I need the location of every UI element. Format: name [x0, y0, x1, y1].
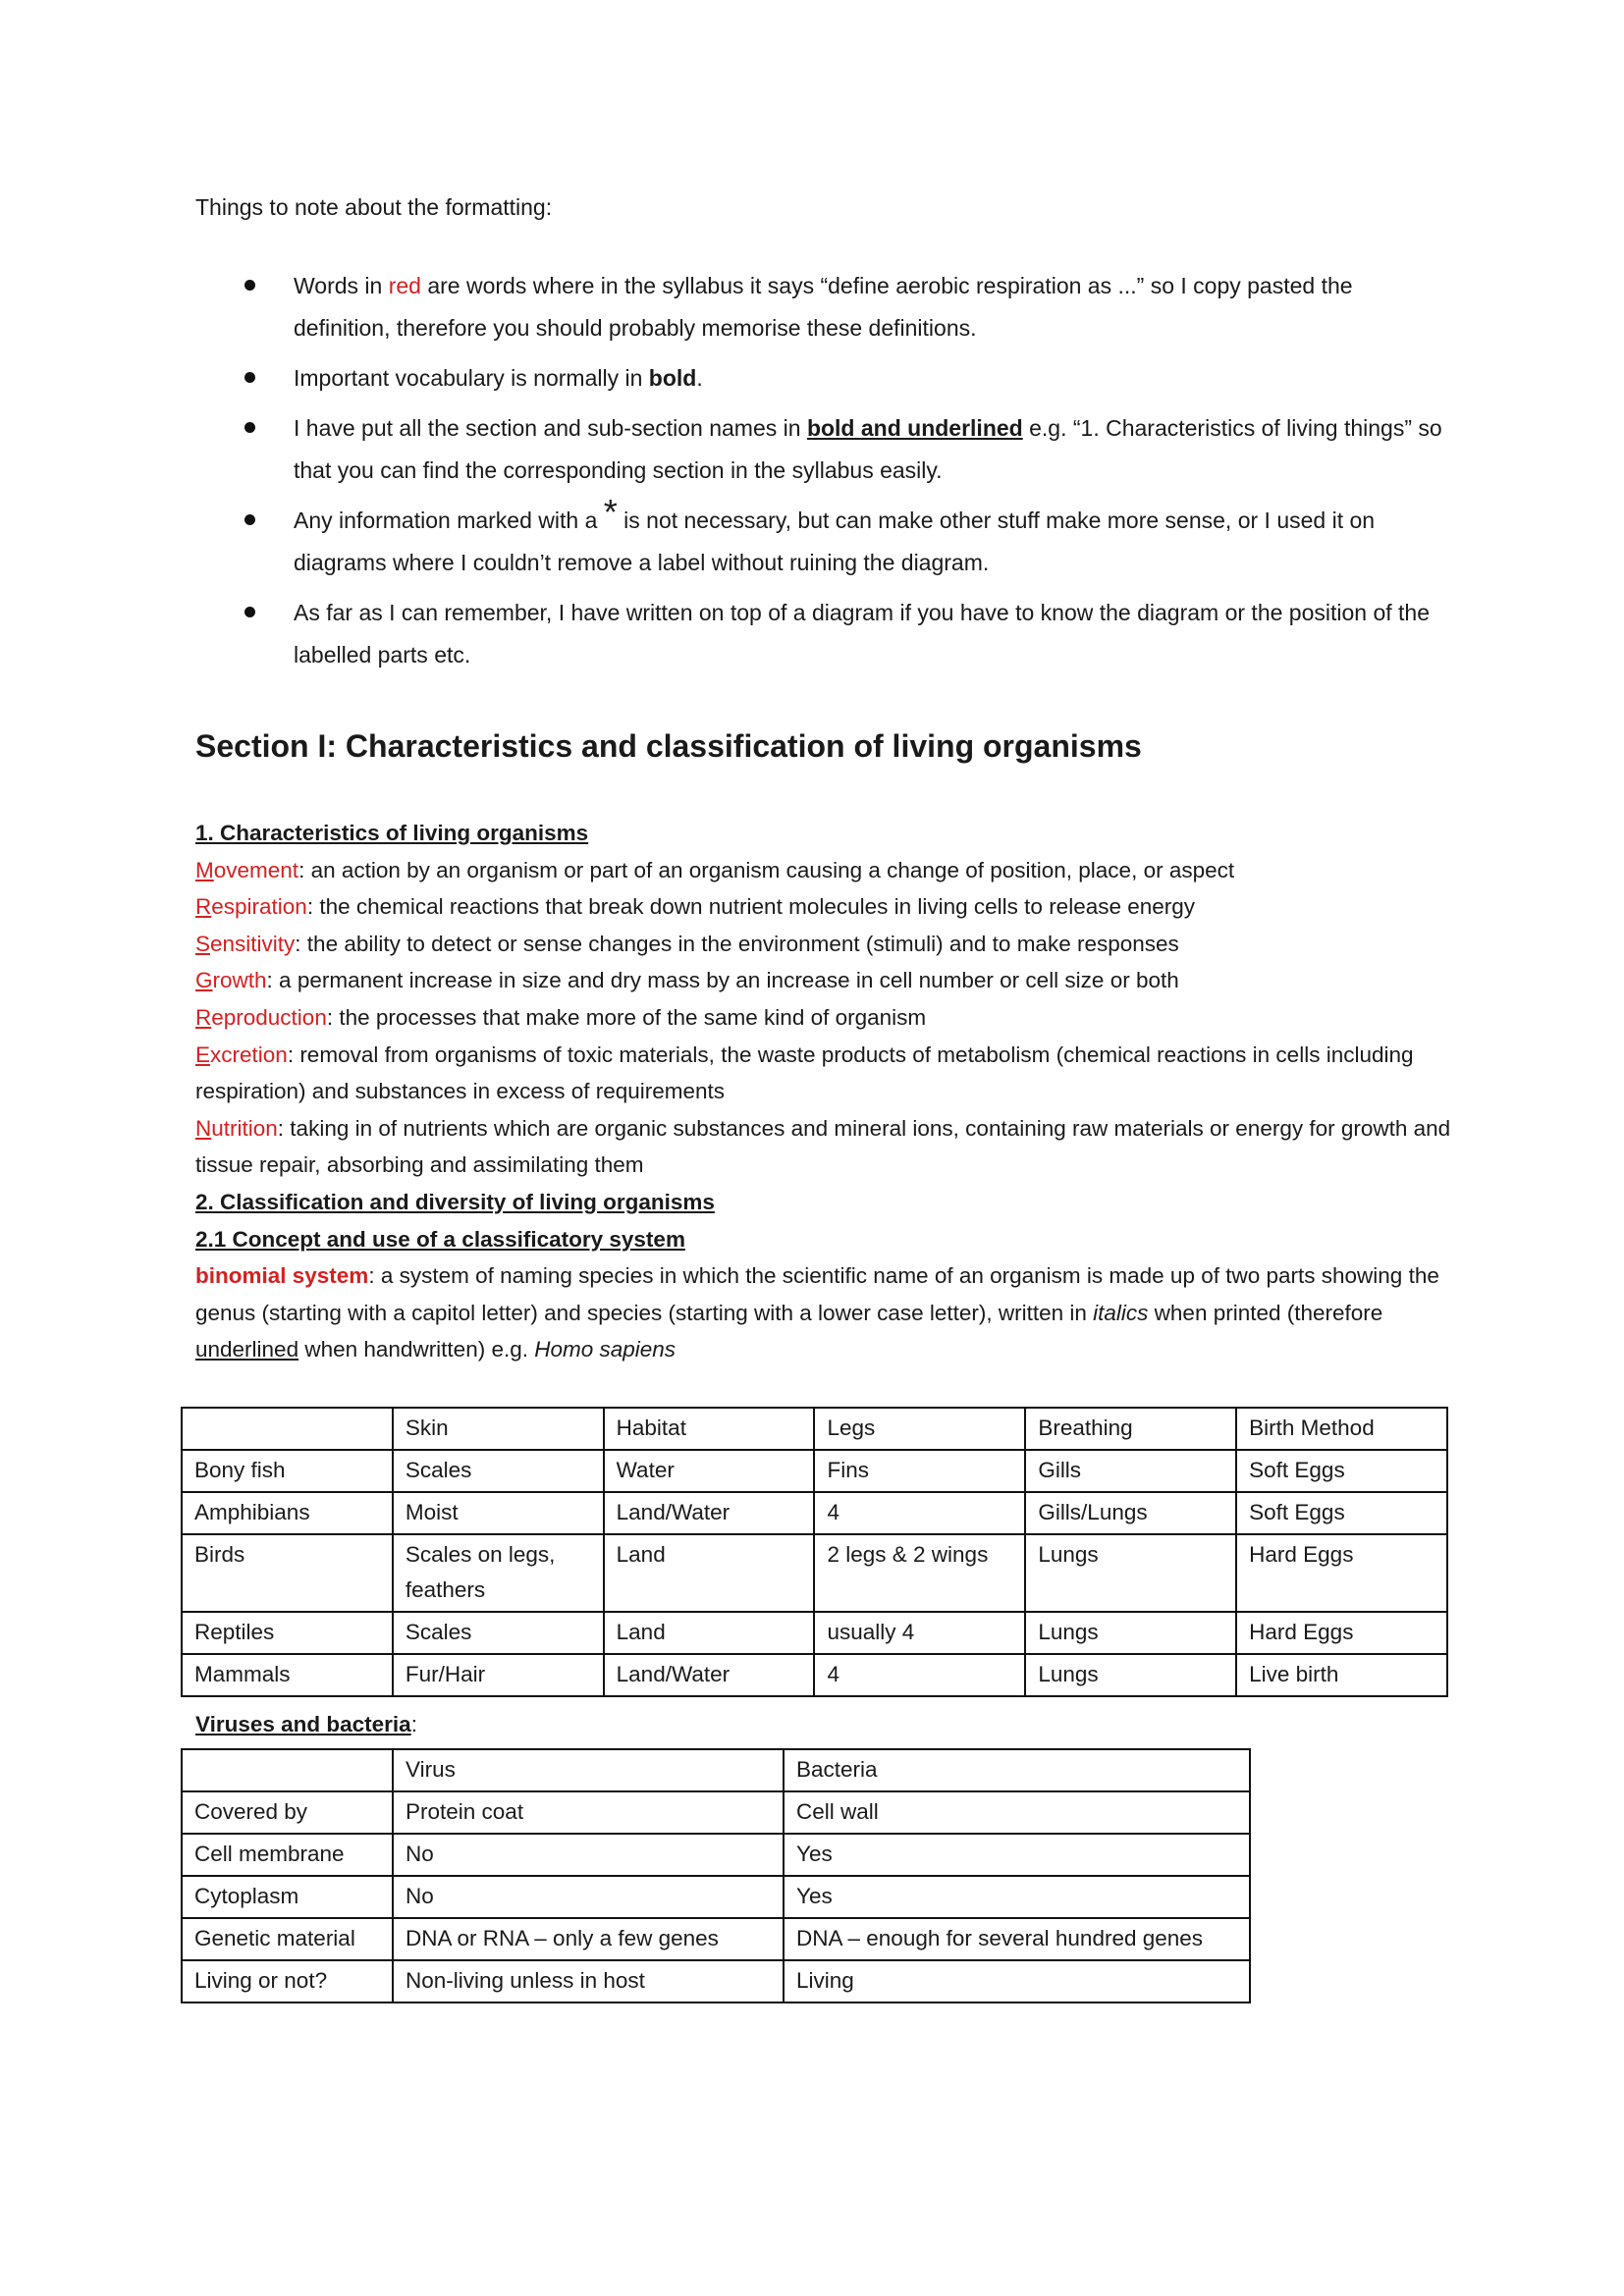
text-run: eproduction	[211, 1004, 327, 1030]
table-cell: Habitat	[604, 1408, 815, 1450]
table-cell: usually 4	[814, 1612, 1025, 1654]
subsection-heading: 2. Classification and diversity of living organisms	[195, 1189, 715, 1214]
table-cell: Non-living unless in host	[393, 1960, 784, 2002]
table-cell: Moist	[393, 1492, 604, 1534]
bold-word: bold	[648, 365, 697, 391]
text-run: rowth	[212, 968, 267, 993]
table-cell: Living or not?	[182, 1960, 393, 2002]
table-cell: Virus	[393, 1749, 784, 1791]
table-row	[182, 1918, 1250, 1960]
table-cell: 4	[814, 1654, 1025, 1696]
text-run: espiration	[211, 894, 307, 920]
intro-text: Things to note about the formatting:	[195, 194, 553, 220]
table-cell: 2 legs & 2 wings	[814, 1534, 1025, 1612]
text-run: E	[195, 1041, 211, 1067]
table-row	[182, 1450, 1447, 1492]
text-run: R	[195, 894, 212, 920]
text-run: M	[195, 857, 214, 882]
text-run: : the processes that make more of the same kind of organism	[326, 1004, 927, 1030]
table-cell: Lungs	[1025, 1654, 1236, 1696]
table-cell: Land	[604, 1534, 815, 1612]
text-run: : removal from organisms of toxic materials, the waste products of metabolism (chemical reactions in cells including respiration) and substances in excess of requirements	[195, 1041, 1414, 1104]
text-run: G	[195, 968, 213, 993]
table-row	[182, 1654, 1447, 1696]
table-cell: Breathing	[1025, 1408, 1236, 1450]
definition-excretion	[195, 1037, 1452, 1110]
table-row	[182, 1612, 1447, 1654]
list-item: Important vocabulary is normally in bold.	[195, 357, 1452, 400]
text-run: utrition	[211, 1115, 278, 1141]
text-run: : the ability to detect or sense changes in the environment (stimuli) and to make responses	[295, 931, 1179, 956]
subsection-heading: 1. Characteristics of living organisms	[195, 821, 589, 845]
table-cell: Land/Water	[604, 1654, 815, 1696]
table-cell: Scales	[393, 1612, 604, 1654]
table-cell: Living	[784, 1960, 1250, 2002]
table-cell: DNA or RNA – only a few genes	[393, 1918, 784, 1960]
bullet-icon	[244, 280, 255, 291]
table-row	[182, 1960, 1250, 2002]
text-run: : a permanent increase in size and dry mass by an increase in cell number or cell size or both	[266, 968, 1179, 993]
table-cell: Bony fish	[182, 1450, 393, 1492]
text-run: : the chemical reactions that break down nutrient molecules in living cells to release energy	[306, 894, 1196, 920]
list-item: As far as I can remember, I have written on top of a diagram if you have to know the diagram or the position of the labelled parts etc.	[195, 592, 1452, 676]
table-cell: Covered by	[182, 1791, 393, 1834]
table-cell: Cell wall	[784, 1791, 1250, 1834]
text-run: xcretion	[210, 1041, 288, 1067]
list-item: Words in red are words where in the syllabus it says “define aerobic respiration as ...” so I copy pasted the definition, therefore you should probably memorise these definitions.	[195, 265, 1452, 349]
table-row	[182, 1791, 1250, 1834]
definition-reproduction	[195, 999, 1452, 1037]
bullet-icon	[244, 607, 255, 617]
table-cell: 4	[814, 1492, 1025, 1534]
text-run: : taking in of nutrients which are organic substances and mineral ions, containing raw materials or energy for growth and tissue repair, absorbing and assimilating them	[195, 1115, 1451, 1178]
table-cell: Cytoplasm	[182, 1876, 393, 1918]
text-run: S	[195, 931, 211, 956]
definition-movement	[195, 852, 1452, 889]
table-cell: Genetic material	[182, 1918, 393, 1960]
table-header-row	[182, 1408, 1447, 1450]
bullet-icon	[244, 422, 255, 433]
table-cell: Gills	[1025, 1450, 1236, 1492]
table-cell: Water	[604, 1450, 815, 1492]
definition-nutrition	[195, 1110, 1452, 1184]
text-run: R	[195, 1004, 212, 1030]
text-run: : a system of naming species in which the scientific name of an organism is made up of two parts showing the genus (starting with a capitol letter) and species (starting with a lower case letter), written in	[195, 1263, 1439, 1325]
table-cell: Skin	[393, 1408, 604, 1450]
text-run: underlined	[195, 1337, 299, 1362]
red-word: red	[388, 273, 421, 298]
text-run: when handwritten) e.g.	[298, 1337, 535, 1362]
table-row	[182, 1834, 1250, 1876]
table-cell: Bacteria	[784, 1749, 1250, 1791]
asterisk-icon: *	[603, 492, 618, 532]
table-cell: Legs	[814, 1408, 1025, 1450]
table-cell: Land/Water	[604, 1492, 815, 1534]
vertebrate-classes-table	[181, 1407, 1448, 1697]
table-cell	[182, 1408, 393, 1450]
text-run: Viruses and bacteria	[195, 1712, 411, 1736]
text-run: ensitivity	[210, 931, 296, 956]
table-cell: Reptiles	[182, 1612, 393, 1654]
list-item: Any information marked with a * is not necessary, but can make other stuff make more sense, or I used it on diagrams where I couldn’t remove a label without ruining the diagram.	[195, 500, 1452, 584]
table-cell: Amphibians	[182, 1492, 393, 1534]
table-row	[182, 1876, 1250, 1918]
table-cell: Birds	[182, 1534, 393, 1612]
table-cell: No	[393, 1834, 784, 1876]
bold-underlined-phrase: bold and underlined	[806, 415, 1023, 441]
viruses-bacteria-table	[181, 1748, 1251, 2003]
table-cell: Scales on legs, feathers	[393, 1534, 604, 1612]
table-cell: Hard Eggs	[1236, 1612, 1447, 1654]
list-item: I have put all the section and sub-section names in bold and underlined e.g. “1. Characteristics of living things” so that you can find the corresponding section in the syllabus easily.	[195, 407, 1452, 492]
table-cell: Hard Eggs	[1236, 1534, 1447, 1612]
table-cell	[182, 1749, 393, 1791]
formatting-notes-list	[195, 265, 1452, 684]
text-run: italics	[1093, 1300, 1149, 1325]
bullet-icon	[244, 372, 255, 383]
table-cell: Soft Eggs	[1236, 1492, 1447, 1534]
text-run: Homo sapiens	[534, 1337, 677, 1362]
table-row	[182, 1492, 1447, 1534]
table-cell: Yes	[784, 1834, 1250, 1876]
definitions-block	[195, 815, 1452, 1368]
table-cell: Mammals	[182, 1654, 393, 1696]
bullet-icon	[244, 514, 255, 525]
table-cell: Lungs	[1025, 1534, 1236, 1612]
table-cell: No	[393, 1876, 784, 1918]
text-run: N	[195, 1115, 212, 1141]
table-cell: Yes	[784, 1876, 1250, 1918]
section-title: Section I: Characteristics and classification of living organisms	[195, 728, 1142, 764]
definition-sensitivity	[195, 926, 1452, 963]
table-cell: Gills/Lungs	[1025, 1492, 1236, 1534]
table-header-row	[182, 1749, 1250, 1791]
definition-growth	[195, 962, 1452, 999]
table-cell: Birth Method	[1236, 1408, 1447, 1450]
definition-respiration	[195, 888, 1452, 926]
table-cell: Lungs	[1025, 1612, 1236, 1654]
text-run: ovement	[213, 857, 299, 882]
table-cell: Protein coat	[393, 1791, 784, 1834]
table-cell: Scales	[393, 1450, 604, 1492]
text-run: when printed (therefore	[1148, 1300, 1383, 1325]
definition-binomial-system	[195, 1257, 1452, 1368]
subsection-heading: 2.1 Concept and use of a classificatory system	[195, 1226, 685, 1252]
table-row	[182, 1534, 1447, 1612]
text-run: :	[410, 1712, 417, 1736]
table-cell: Fins	[814, 1450, 1025, 1492]
viruses-bacteria-heading	[195, 1712, 417, 1737]
table-cell: Live birth	[1236, 1654, 1447, 1696]
table-cell: Soft Eggs	[1236, 1450, 1447, 1492]
text-run: binomial system	[195, 1263, 369, 1289]
table-cell: Cell membrane	[182, 1834, 393, 1876]
table-cell: DNA – enough for several hundred genes	[784, 1918, 1250, 1960]
table-cell: Fur/Hair	[393, 1654, 604, 1696]
text-run: : an action by an organism or part of an organism causing a change of position, place, or aspect	[298, 857, 1235, 882]
table-cell: Land	[604, 1612, 815, 1654]
